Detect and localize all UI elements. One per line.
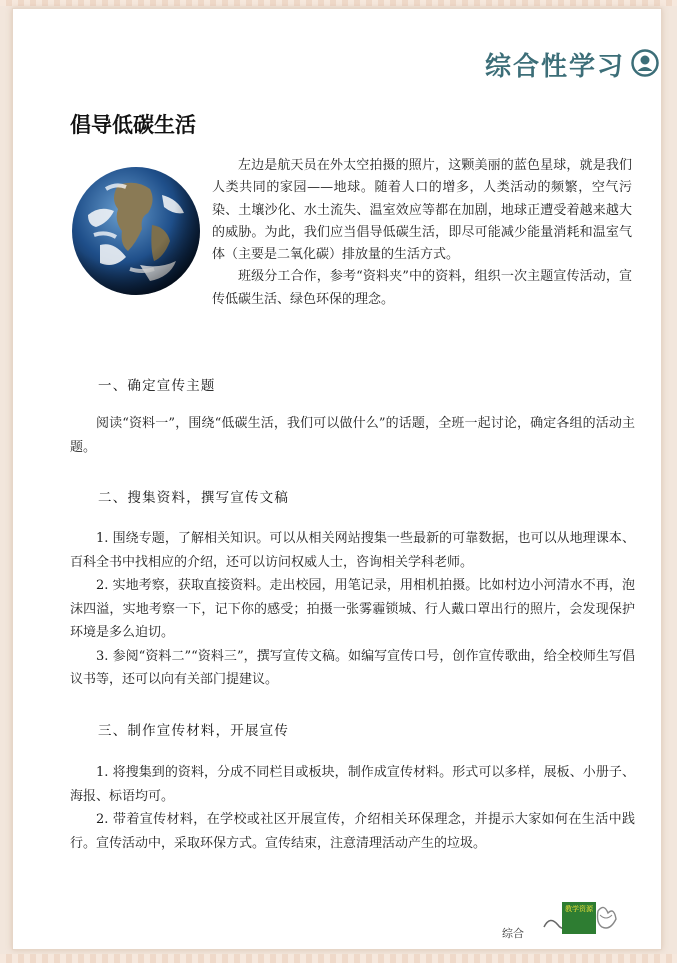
earth-photo [70,165,202,297]
paragraph: 2. 带着宣传材料，在学校或社区开展宣传，介绍相关环保理念，并提示大家如何在生活中践行。宣传活动中，采取环保方式。宣传结束，注意清理活动产生的垃圾。 [70,812,635,851]
section-heading: 三、制作宣传材料，开展宣传 [98,723,290,739]
intro-paragraph: 班级分工合作，参考“资料夹”中的资料，组织一次主题宣传活动，宣传低碳生活、绿色环保的理念。 [212,269,632,307]
paragraph: 阅读“资料一”，围绕“低碳生活，我们可以做什么”的话题，全班一起讨论，确定各组的活动主题。 [70,416,635,455]
paragraph: 2. 实地考察，获取直接资料。走出校园，用笔记录，用相机拍摄。比如村边小河清水不再，泡沫四溢，实地考察一下，记下你的感受；拍摄一张雾霾锁城、行人戴口罩出行的照片，会发现保护环境是多么迫切。 [70,578,635,640]
watermark-badge: 教学资源 [562,902,596,934]
section-label: 综合性学习 [484,52,625,82]
page-title: 倡导低碳生活 [70,113,196,137]
section-body [70,412,635,459]
paragraph: 1. 将搜集到的资料，分成不同栏目或板块，制作成宣传材料。形式可以多样，展板、小册子、海报、标语均可。 [70,765,635,804]
section-heading: 一、确定宣传主题 [98,378,216,394]
top-border [0,0,677,6]
person-circle-icon [631,49,659,77]
paragraph: 1. 围绕专题，了解相关知识。可以从相关网站搜集一些最新的可靠数据，也可以从地理课本、百科全书中找相应的介绍，还可以访问权威人士，咨询相关学科老师。 [70,531,635,570]
intro-text [212,155,632,311]
section-body [70,761,635,855]
intro-paragraph: 左边是航天员在外太空拍摄的照片，这颗美丽的蓝色星球，就是我们人类共同的家园——地球。随着人口的增多，人类活动的频繁，空气污染、土壤沙化、水土流失、温室效应等都在加剧，地球正遭受着越来越大的威胁。为此，我们应当倡导低碳生活，即尽可能减少能量消耗和温室气体（主要是二氧化碳）排放量的生活方式。 [212,158,632,263]
section-body [70,527,635,692]
page-footer: 综合 [502,927,524,940]
paragraph: 3. 参阅“资料二”“资料三”，撰写宣传文稿。如编写宣传口号，创作宣传歌曲，给全校师生写倡议书等，还可以向有关部门提建议。 [70,648,635,687]
bottom-border [0,954,677,963]
section-heading: 二、搜集资料，撰写宣传文稿 [98,490,290,506]
